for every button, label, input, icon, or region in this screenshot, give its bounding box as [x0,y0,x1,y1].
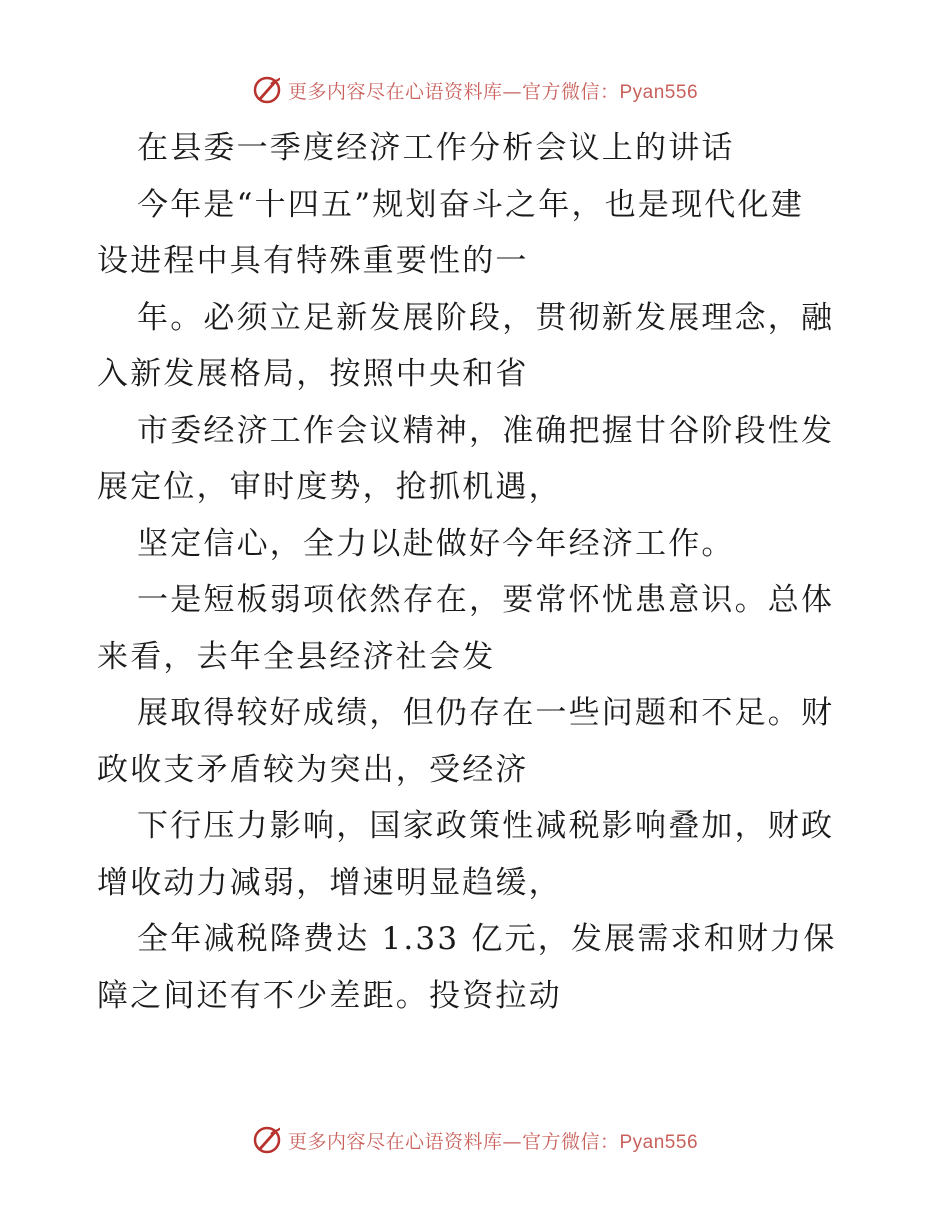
text-line: 设进程中具有特殊重要性的一 [97,243,529,279]
document-body [97,120,857,1024]
text-line: 一是短板弱项依然存在，要常怀忧患意识。总体 [137,582,835,618]
text-line: 全年减税降费达 1.33 亿元，发展需求和财力保 [137,921,837,957]
watermark-text: 更多内容尽在心语资料库—官方微信：Pyan556 [287,80,699,103]
text-line: 在县委一季度经济工作分析会议上的讲话 [137,130,735,166]
text-line: 入新发展格局，按照中央和省 [97,356,529,392]
footer-watermark [0,1122,950,1158]
text-line: 市委经济工作会议精神，准确把握甘谷阶段性发 [137,412,835,449]
text-line: 展取得较好成绩，但仍存在一些问题和不足。财 [137,695,835,731]
text-line: 坚定信心，全力以赴做好今年经济工作。 [137,525,735,562]
header-watermark [0,72,950,108]
text-line: 增收动力减弱，增速明显趋缓， [97,864,562,901]
text-line: 展定位，审时度势，抢抓机遇， [97,469,562,505]
text-line: 政收支矛盾较为突出，受经济 [97,751,529,788]
text-line: 来看，去年全县经济社会发 [97,638,496,675]
text-line: 今年是“十四五”规划奋斗之年，也是现代化建 [137,186,804,223]
quill-logo-icon [252,1125,282,1155]
watermark-text: 更多内容尽在心语资料库—官方微信：Pyan556 [287,1130,699,1153]
quill-logo-icon [252,75,282,105]
text-line: 障之间还有不少差距。投资拉动 [97,977,562,1014]
text-line: 下行压力影响，国家政策性减税影响叠加，财政 [137,808,835,844]
text-line: 年。必须立足新发展阶段，贯彻新发展理念，融 [137,299,835,336]
